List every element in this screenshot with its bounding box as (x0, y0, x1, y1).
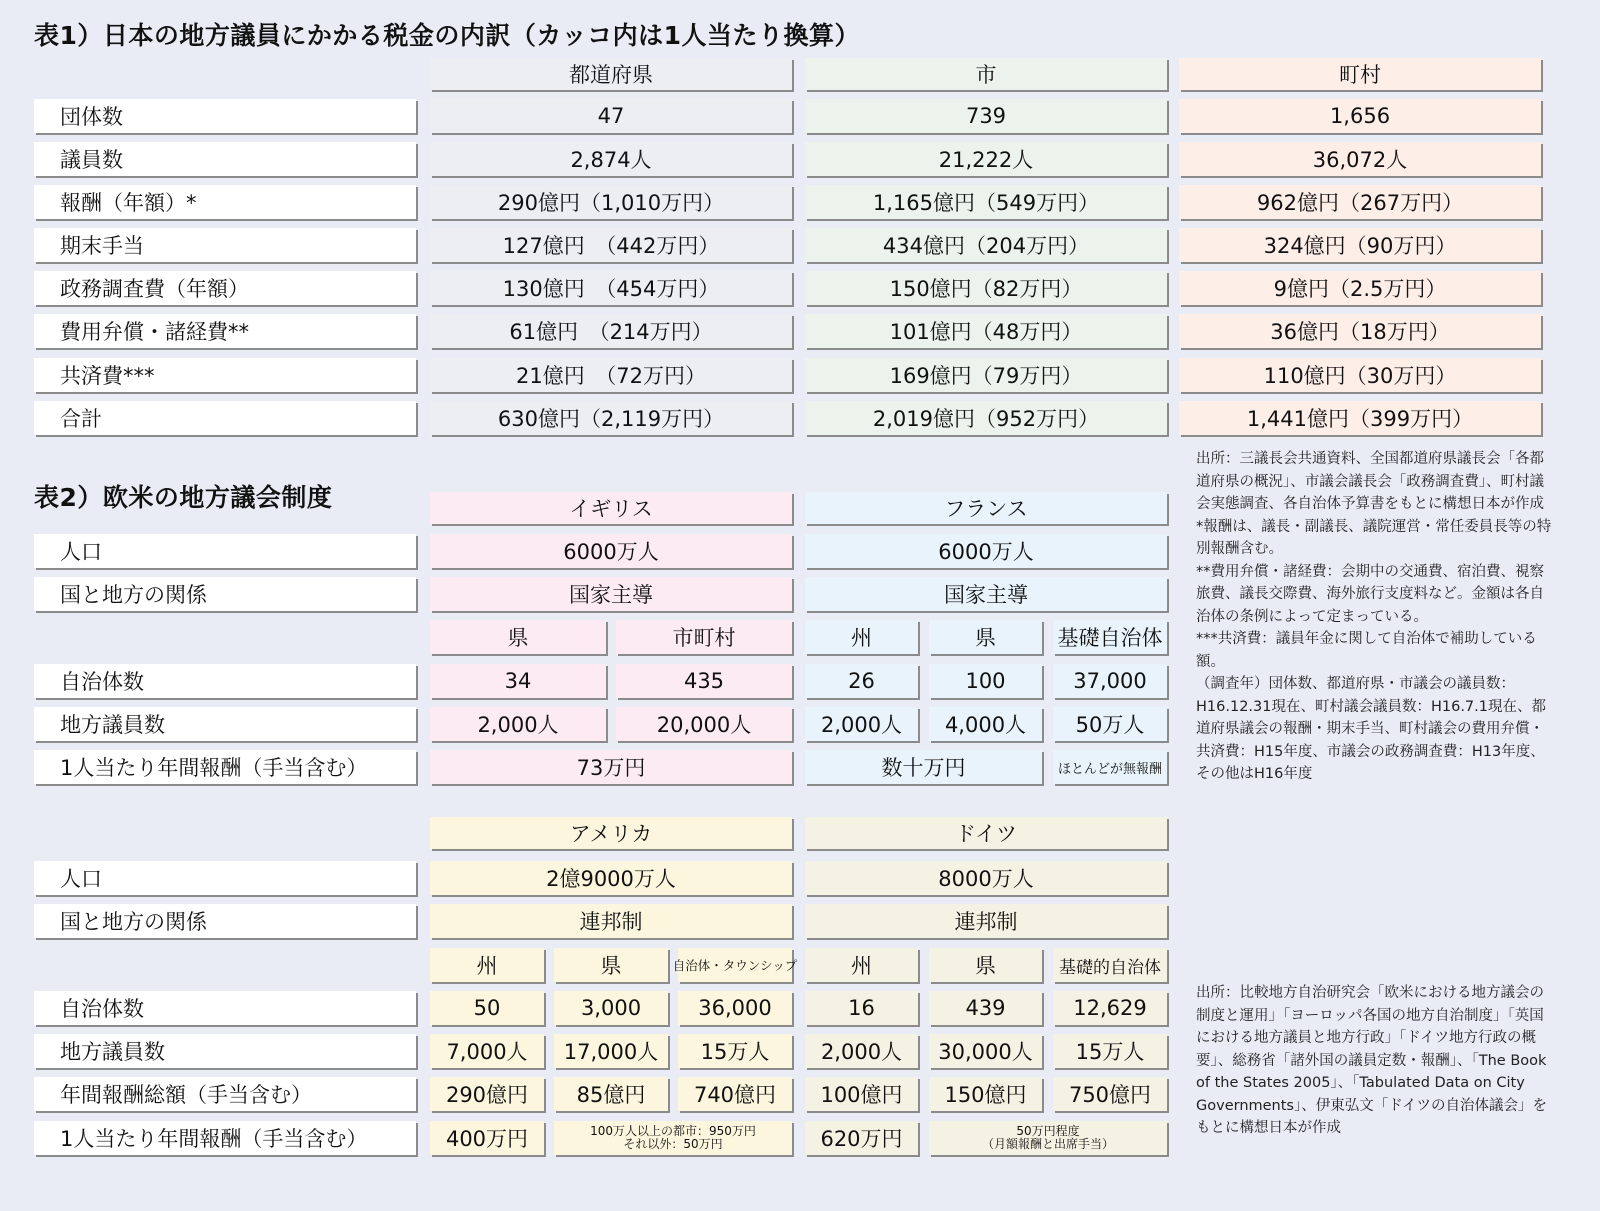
t1-cell: 1,441億円（399万円） (1179, 401, 1541, 435)
note-source: 出所：比較地方自治研究会「欧米における地方議会の制度と運用」「ヨーロッパ各国の地方自治制度」「英国における地方議員と地方行政」「ドイツ地方行政の概要」、総務省「諸外国の議員定数・報酬」、「The Book of the States 2005」、「Tabulated Data on City Governments」、伊東弘文「ドイツの自治体議会」をもとに構想日本が作成 (1196, 985, 1548, 1136)
t2-cell-line: （月額報酬と出席手当） (981, 1137, 1114, 1151)
t2-cell: 400万円 (430, 1121, 544, 1155)
t2-cell: 3,000 (554, 991, 668, 1025)
t1-row-label: 費用弁償・諸経費** (34, 314, 416, 348)
t1-row-label: 期末手当 (34, 228, 416, 262)
t2-cell: 34 (430, 664, 606, 698)
t1-cell: 127億円 （442万円） (430, 228, 792, 262)
t2-cell: 740億円 (678, 1077, 792, 1111)
t2-cell: 20,000人 (616, 707, 792, 741)
t2-cell: 50万人 (1053, 707, 1167, 741)
t2-cell: 数十万円 (805, 750, 1042, 784)
t1-cell: 2,874人 (430, 142, 792, 176)
t2-cell-line: 50万円程度 (1016, 1124, 1080, 1138)
t2-cell: 15万人 (678, 1034, 792, 1068)
t2-cell: 15万人 (1053, 1034, 1167, 1068)
t2-row-label: 1人当たり年間報酬（手当含む） (34, 750, 416, 784)
t1-cell: 110億円（30万円） (1179, 358, 1541, 392)
t2-cell: 37,000 (1053, 664, 1167, 698)
t2-cell: 6000万人 (430, 534, 792, 568)
t2-cell: 435 (616, 664, 792, 698)
t1-row-label: 議員数 (34, 142, 416, 176)
t2-cell: 国家主導 (805, 577, 1167, 611)
t2-row-label: 地方議員数 (34, 1034, 416, 1068)
t2-row-label: 自治体数 (34, 664, 416, 698)
t2-cell: 36,000 (678, 991, 792, 1025)
t2-subcol: 州 (805, 620, 918, 654)
t1-row-label: 団体数 (34, 99, 416, 133)
note-footnote: *報酬は、議長・副議長、議院運営・常任委員長等の特別報酬含む。 (1196, 518, 1552, 557)
t1-cell: 630億円（2,119万円） (430, 401, 792, 435)
sources-notes-table2 (1196, 982, 1552, 1140)
note-footnote: ***共済費：議員年金に関して自治体で補助している額。 (1196, 631, 1537, 670)
t2-cell: 150億円 (929, 1077, 1042, 1111)
t2-col-uk: イギリス (430, 492, 792, 524)
t2-cell: 17,000人 (554, 1034, 668, 1068)
t2-row-label: 人口 (34, 534, 416, 568)
t1-row-label: 共済費*** (34, 358, 416, 392)
t2-cell: 7,000人 (430, 1034, 544, 1068)
t2-cell: 16 (805, 991, 918, 1025)
t1-cell: 1,165億円（549万円） (805, 185, 1167, 219)
table1-title: 表1）日本の地方議員にかかる税金の内訳（カッコ内は1人当たり換算） (34, 21, 861, 50)
t2-subcol: 基礎的自治体 (1053, 948, 1167, 982)
t2-row-label: 自治体数 (34, 991, 416, 1025)
note-footnote: **費用弁償・諸経費：会期中の交通費、宿泊費、視察旅費、議長交際費、海外旅行支度料など。金額は各自治体の条例によって定まっている。 (1196, 563, 1544, 625)
t2-col-germany: ドイツ (805, 817, 1167, 849)
sources-notes-table1 (1196, 448, 1552, 786)
t2-cell: ほとんどが無報酬 (1053, 750, 1167, 784)
t2-cell: 73万円 (430, 750, 792, 784)
t2-subcol: 県 (929, 620, 1042, 654)
t2-subcol: 州 (430, 948, 544, 982)
t2-subcol: 県 (430, 620, 606, 654)
table2-title: 表2）欧米の地方議会制度 (34, 483, 333, 512)
t2-cell: 6000万人 (805, 534, 1167, 568)
t2-cell: 2,000人 (430, 707, 606, 741)
t1-cell: 2,019億円（952万円） (805, 401, 1167, 435)
t1-cell: 101億円（48万円） (805, 314, 1167, 348)
t2-row-label: 1人当たり年間報酬（手当含む） (34, 1121, 416, 1155)
t2-subcol: 基礎自治体 (1053, 620, 1167, 654)
t2-cell: 連邦制 (805, 904, 1167, 938)
t1-cell: 169億円（79万円） (805, 358, 1167, 392)
t1-cell: 324億円（90万円） (1179, 228, 1541, 262)
t2-cell: 100 (929, 664, 1042, 698)
t1-cell: 61億円 （214万円） (430, 314, 792, 348)
t2-cell-multiline (929, 1121, 1167, 1155)
t2-cell: 2億9000万人 (430, 861, 792, 895)
t2-cell: 750億円 (1053, 1077, 1167, 1111)
t1-row-label: 報酬（年額）* (34, 185, 416, 219)
t1-cell: 9億円（2.5万円） (1179, 271, 1541, 305)
t2-row-label: 国と地方の関係 (34, 904, 416, 938)
t2-cell: 100億円 (805, 1077, 918, 1111)
t1-cell: 962億円（267万円） (1179, 185, 1541, 219)
t1-col-city: 市 (805, 58, 1167, 90)
t1-cell: 150億円（82万円） (805, 271, 1167, 305)
t2-subcol: 自治体・タウンシップ (678, 948, 792, 982)
t2-col-france: フランス (805, 492, 1167, 524)
t1-cell: 21億円 （72万円） (430, 358, 792, 392)
note-survey-year: （調査年）団体数、都道府県・市議会の議員数：H16.12.31現在、町村議会議員数：H16.7.1現在、都道府県議会の報酬・期末手当、町村議会の費用弁償・共済費：H15年度、市議会の政務調査費：H13年度、その他はH16年度 (1196, 676, 1546, 782)
t2-cell-line: 100万人以上の都市：950万円 (590, 1124, 756, 1138)
t1-cell: 434億円（204万円） (805, 228, 1167, 262)
t2-cell: 85億円 (554, 1077, 668, 1111)
t1-cell: 21,222人 (805, 142, 1167, 176)
t1-cell: 290億円（1,010万円） (430, 185, 792, 219)
t2-cell: 620万円 (805, 1121, 918, 1155)
t2-cell: 連邦制 (430, 904, 792, 938)
t2-cell: 439 (929, 991, 1042, 1025)
t1-cell: 739 (805, 99, 1167, 133)
t2-row-label: 地方議員数 (34, 707, 416, 741)
t2-cell: 国家主導 (430, 577, 792, 611)
t2-row-label: 国と地方の関係 (34, 577, 416, 611)
t2-cell: 4,000人 (929, 707, 1042, 741)
note-source: 出所：三議長会共通資料、全国都道府県議長会「各都道府県の概況」、市議会議長会「政務調査費」、町村議会実態調査、各自治体予算書をもとに構想日本が作成 (1196, 451, 1544, 512)
t2-cell: 12,629 (1053, 991, 1167, 1025)
t2-subcol: 県 (929, 948, 1042, 982)
t2-col-usa: アメリカ (430, 817, 792, 849)
t1-cell: 36,072人 (1179, 142, 1541, 176)
t2-subcol: 市町村 (616, 620, 792, 654)
t2-row-label: 人口 (34, 861, 416, 895)
t1-cell: 36億円（18万円） (1179, 314, 1541, 348)
t2-cell: 26 (805, 664, 918, 698)
t1-row-label: 政務調査費（年額） (34, 271, 416, 305)
t1-col-prefecture: 都道府県 (430, 58, 792, 90)
t1-col-town: 町村 (1179, 58, 1541, 90)
t2-cell: 8000万人 (805, 861, 1167, 895)
t1-cell: 47 (430, 99, 792, 133)
t2-cell: 2,000人 (805, 1034, 918, 1068)
t1-cell: 1,656 (1179, 99, 1541, 133)
t2-cell: 290億円 (430, 1077, 544, 1111)
t2-cell: 50 (430, 991, 544, 1025)
t1-cell: 130億円 （454万円） (430, 271, 792, 305)
t1-row-label: 合計 (34, 401, 416, 435)
t2-row-label: 年間報酬総額（手当含む） (34, 1077, 416, 1111)
t2-cell-multiline (554, 1121, 792, 1155)
t2-subcol: 県 (554, 948, 668, 982)
t2-cell: 2,000人 (805, 707, 918, 741)
t2-cell-line: それ以外：50万円 (623, 1137, 723, 1151)
t2-cell: 30,000人 (929, 1034, 1042, 1068)
t2-subcol: 州 (805, 948, 918, 982)
